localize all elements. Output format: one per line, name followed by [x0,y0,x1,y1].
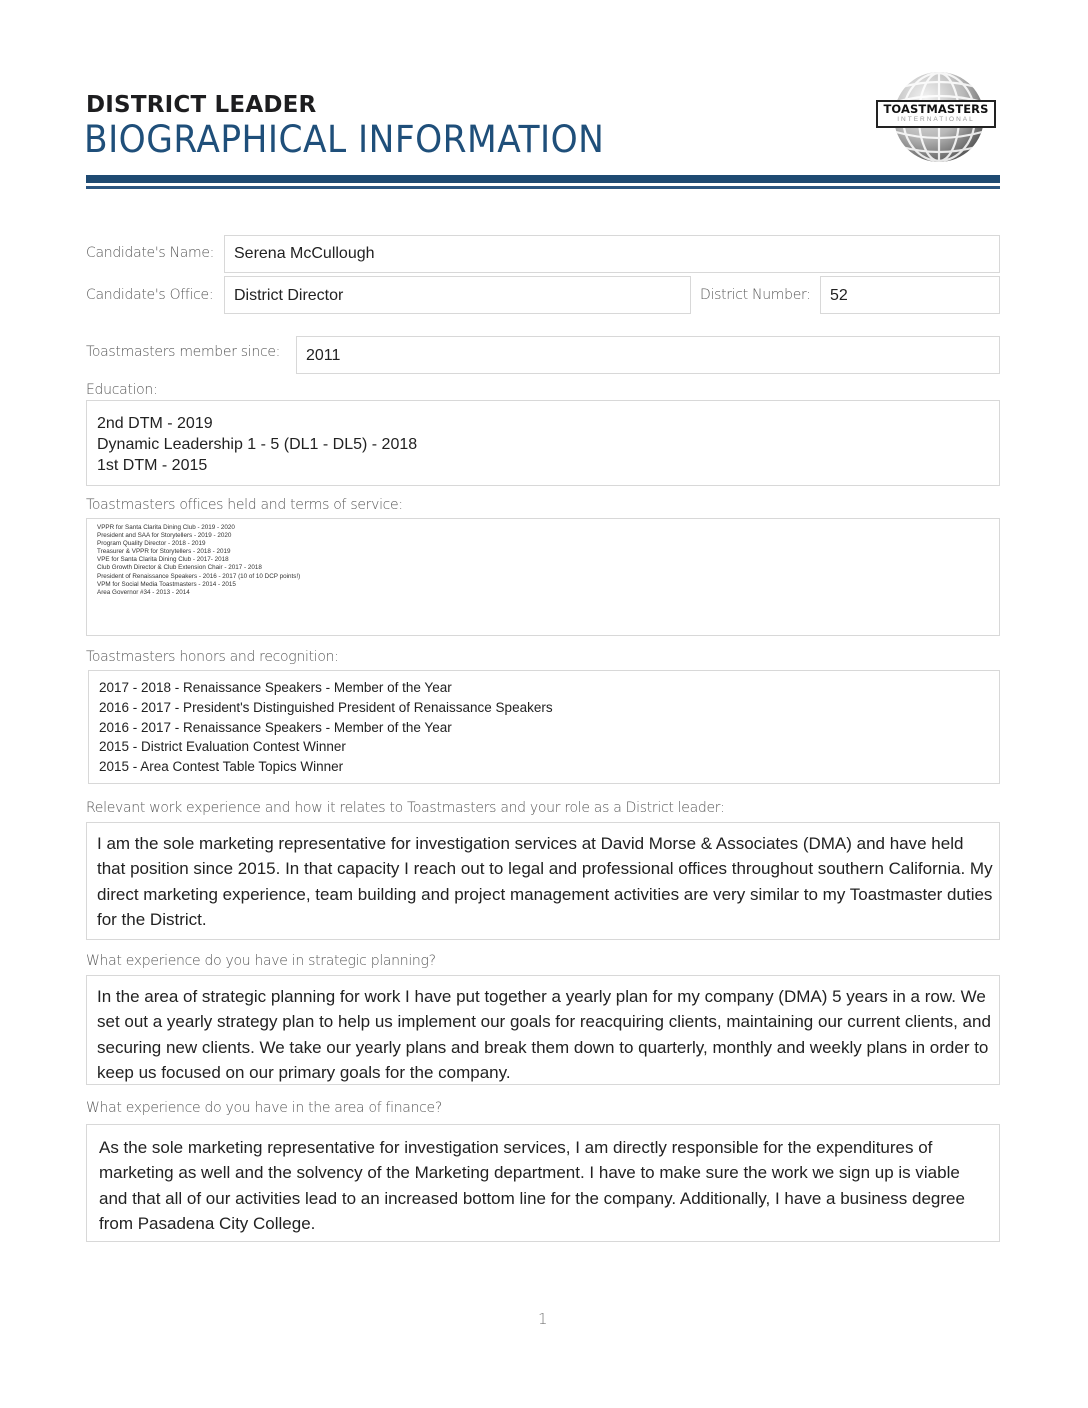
candidate-name-label: Candidate's Name: [86,245,215,261]
office-item: Treasurer & VPPR for Storytellers - 2018 - 2019 [97,548,231,556]
office-item: VPE for Santa Clarita Dining Club - 2017- 2018 [97,556,229,564]
header-rule-thin [86,186,1000,189]
header-rule-thick [86,175,1000,183]
honor-item: 2016 - 2017 - Renaissance Speakers - Member of the Year [99,719,452,735]
honor-item: 2015 - Area Contest Table Topics Winner [99,759,344,775]
candidate-name-field[interactable] [224,235,1000,273]
strategic-planning-text: In the area of strategic planning for work I have put together a yearly plan for my company (DMA) 5 years in a row. We set out a yearly strategy plan to help us implement our goals for reacquiring clients, maintaining our current clients, and securing new clients. We take our yearly plans and break them down to quarterly, monthly and weekly plans in order to keep us focused on our primary goals for the company. [97,987,991,1082]
office-item: VPM for Social Media Toastmasters - 2014 - 2015 [97,580,236,588]
page-title-secondary: BIOGRAPHICAL INFORMATION [84,118,605,161]
education-item: Dynamic Leadership 1 - 5 (DL1 - DL5) - 2018 [97,436,418,453]
honor-item: 2015 - District Evaluation Contest Winner [99,739,346,755]
honor-item: 2017 - 2018 - Renaissance Speakers - Member of the Year [99,680,452,695]
offices-field[interactable] [86,518,1000,636]
finance-field[interactable] [86,1124,1000,1242]
finance-text: As the sole marketing representative for investigation services, I am directly responsible for the expenditures of marketing as well and the solvency of the Marketing department. I have to make sure the work we sign up is viable and that all of our activities lead to an increased bottom line for the company. Additionally, I have a business degree from Pasadena City College. [99,1138,965,1233]
honors-list [99,678,553,777]
logo-name: TOASTMASTERS [883,102,989,116]
page-number: 1 [538,1310,548,1328]
work-experience-text: I am the sole marketing representative for investigation services at David Morse & Associates (DMA) and have held that position since 2015. In that capacity I reach out to legal and professional offices throughout southern California. My direct marketing experience, team building and project management activities are very similar to my Toastmaster duties for the District. [97,834,993,929]
strategic-planning-field[interactable] [86,975,1000,1085]
honors-label: Toastmasters honors and recognition: [86,649,339,665]
office-item: Area Governor #34 - 2013 - 2014 [97,588,190,596]
offices-label: Toastmasters offices held and terms of service: [86,497,403,513]
member-since-field[interactable] [296,336,1000,374]
offices-list [97,524,300,597]
district-number-label: District Number: [700,287,811,303]
page-title-primary: DISTRICT LEADER [86,92,317,118]
candidate-office-field[interactable] [224,276,691,314]
candidate-office-value: District Director [234,287,344,304]
logo-subtitle: INTERNATIONAL [897,116,975,123]
education-label: Education: [86,382,158,398]
finance-label: What experience do you have in the area of finance? [86,1100,442,1116]
district-number-value: 52 [830,287,848,304]
education-list [97,413,417,476]
honors-field[interactable] [88,670,1000,784]
education-item: 1st DTM - 2015 [97,457,208,474]
strategic-planning-label: What experience do you have in strategic planning? [86,953,436,969]
office-item: President of Renaissance Speakers - 2016 - 2017 (10 of 10 DCP points!) [97,572,301,580]
member-since-value: 2011 [306,347,341,364]
member-since-label: Toastmasters member since: [86,344,281,360]
honor-item: 2016 - 2017 - President's Distinguished President of Renaissance Speakers [99,699,553,715]
work-experience-label: Relevant work experience and how it relates to Toastmasters and your role as a District leader: [86,800,725,816]
education-item: 2nd DTM - 2019 [97,415,213,432]
candidate-name-value: Serena McCullough [234,245,375,262]
office-item: President and SAA for Storytellers - 2019 - 2020 [97,532,232,540]
district-number-field[interactable] [820,276,1000,314]
office-item: Program Quality Director - 2018 - 2019 [97,540,206,548]
education-field[interactable] [86,400,1000,486]
logo-badge [876,100,996,128]
toastmasters-logo [876,72,998,168]
work-experience-field[interactable] [86,822,1000,940]
office-item: Club Growth Director & Club Extension Chair - 2017 - 2018 [97,564,262,572]
candidate-office-label: Candidate's Office: [86,287,214,303]
office-item: VPPR for Santa Clarita Dining Club - 2019 - 2020 [97,524,235,531]
